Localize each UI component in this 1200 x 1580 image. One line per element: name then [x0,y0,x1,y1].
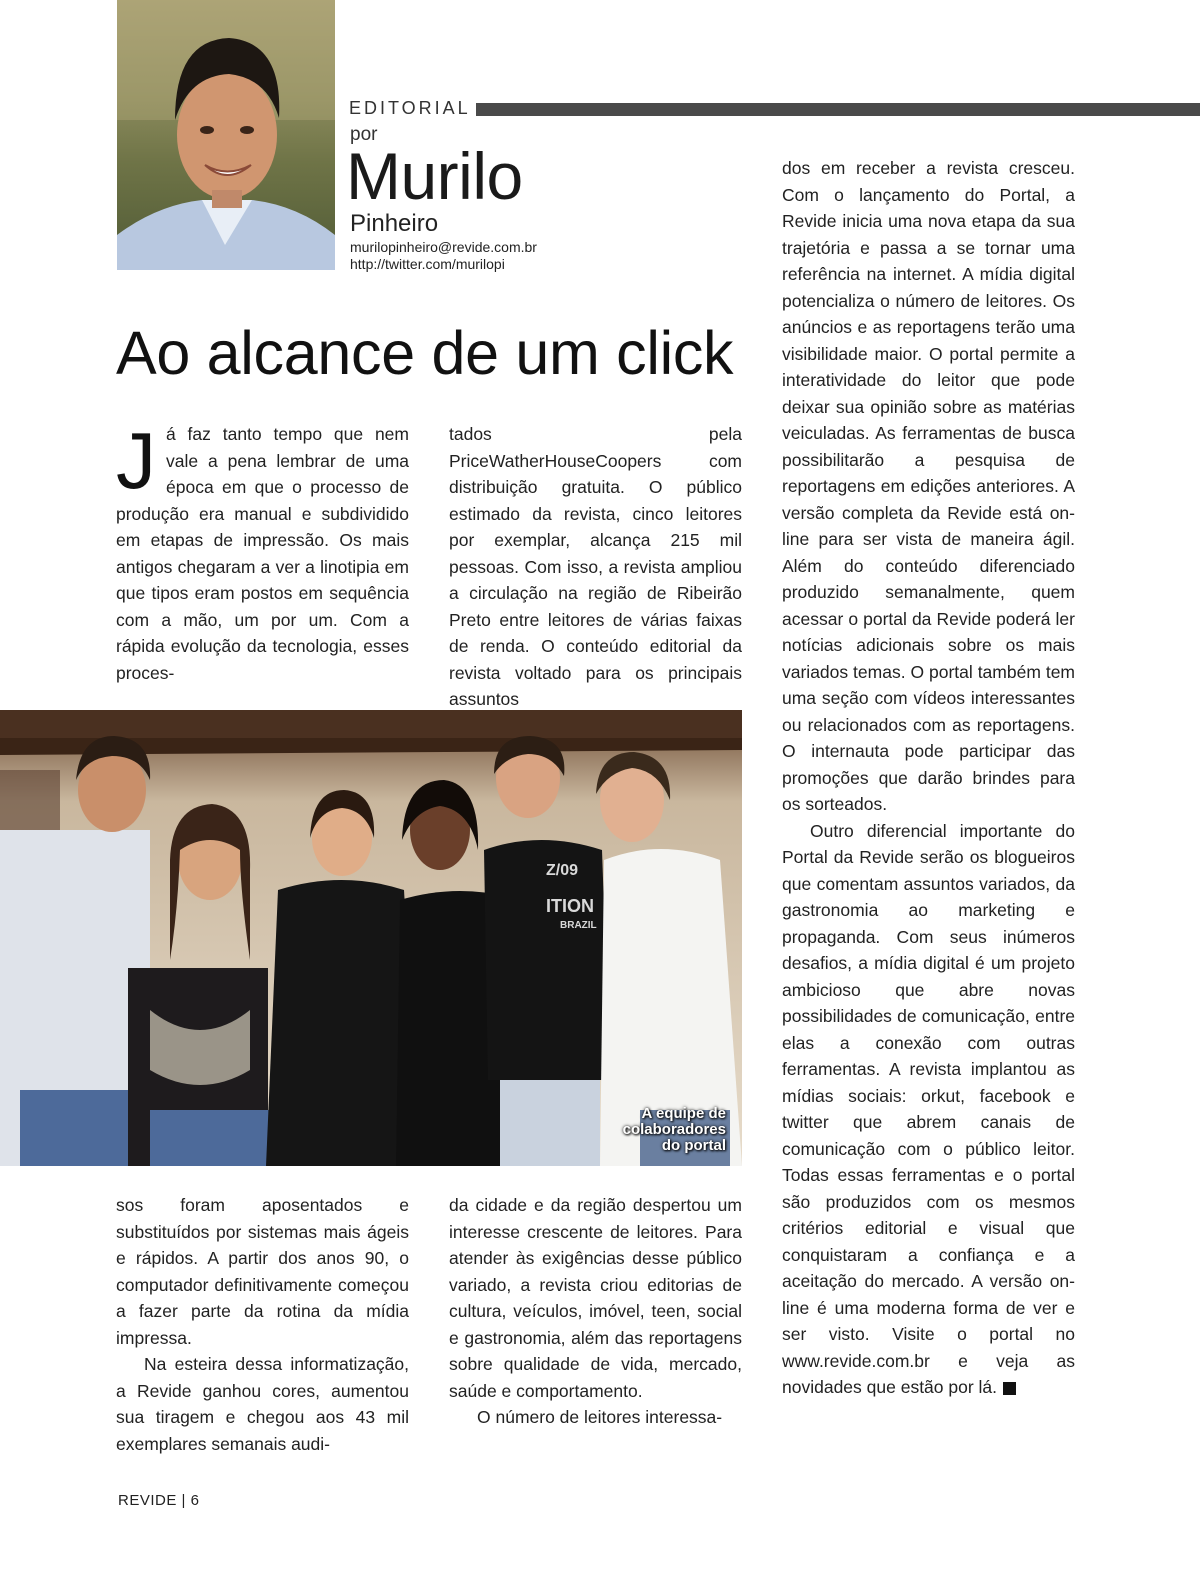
author-first-name: Murilo [346,139,523,213]
footer-separator: | [181,1492,186,1509]
shirt-print-text: ITION [546,896,594,916]
paragraph-text: sos foram aposentados e substituídos por sistemas mais ágeis e rápidos. A partir dos anos 90, o computador definitivamente começou a fazer parte da rotina da mídia impressa. [116,1195,409,1348]
article-column-2-bottom [449,1192,742,1431]
byline-prefix: por [350,124,378,145]
end-of-article-icon: r [1003,1382,1016,1395]
paragraph-text: O número de leitores interessa- [477,1407,723,1427]
section-label: EDITORIAL [349,98,471,118]
paragraph-text: Na esteira dessa informatização, a Revide ganhou cores, aumentou sua tiragem e chegou aos 43 mil exemplares semanais audi- [116,1354,409,1454]
article-headline: Ao alcance de um click [116,319,734,387]
caption-line: do portal [661,1137,726,1154]
article-column-1-top [116,416,409,686]
paragraph-text: á faz tanto tempo que nem vale a pena lembrar de uma época em que o processo de produção era manual e subdividido em etapas de impressão. Os mais antigos chegaram a ver a linotipia em que tipos eram postos em sequência com a mão, um por um. Com a rápida evolução da tecnologia, esses proces- [116,424,409,683]
author-photo [117,0,335,270]
team-photo-illustration [0,710,742,1166]
author-twitter-link[interactable]: http://twitter.com/murilopi [350,256,505,272]
paragraph-text: tados pela PriceWatherHouseCoopers com distribuição gratuita. O público estimado da revista, cinco leitores por exemplar, alcança 215 mil pessoas. Com isso, a revista ampliou a circulação na região de Ribeirão Preto entre leitores de várias faixas de renda. O conteúdo editorial da revista voltado para os principais assuntos [449,424,742,709]
section-rule [476,103,1200,116]
photo-caption [623,1106,726,1154]
team-photo [0,710,742,1166]
caption-line: A equipe de [641,1105,726,1122]
article-column-2-top [449,421,742,713]
page-footer [118,1492,199,1509]
author-email-link[interactable]: murilopinheiro@revide.com.br [350,239,537,255]
drop-cap: J [116,416,156,505]
paragraph-text: dos em receber a revista cresceu. Com o lançamento do Portal, a Revide inicia uma nova etapa da sua trajetória e passa a se tornar uma referência na internet. A mídia digital potencializa o número de leitores. Os anúncios e as reportagens terão uma visibilidade maior. O portal permite a interatividade do leitor que pode deixar sua opinião sobre as matérias veiculadas. As ferramentas de busca possibilitarão a pesquisa de reportagens em edições anteriores. A versão completa da Revide está on-line para ser vista de maneira ágil. Além do conteúdo diferenciado produzido semanalmente, quem acessar o portal da Revide poderá ler notícias adicionais sobre os mais variados temas. O portal também tem uma seção com vídeos interessantes ou relacionados com as reportagens. O internauta pode participar das promoções que darão brindes para os sorteados. [782,158,1075,814]
article-column-3 [782,155,1075,1401]
shirt-print-text: Z/09 [546,862,579,879]
paragraph-text: Outro diferencial importante do Portal da Revide serão os blogueiros que comentam assuntos variados, da gastronomia ao marketing e propaganda. Com seus inúmeros desafios, a mídia digital é um projeto ambicioso que abre novas possibilidades de comunicação, entre elas a conexão com outras ferramentas. A revista implantou as mídias sociais: orkut, facebook e twitter que abrem canais de comunicação com o público leitor. Todas essas ferramentas e o portal são produzidos com os mesmos critérios editorial e visual que conquistaram a confiança e a aceitação do mercado. A versão on-line é uma moderna forma de ver e ser visto. Visite o portal no www.revide.com.br e veja as novidades que estão por lá. [782,820,1075,1397]
shirt-print-text: BRAZIL [560,920,597,931]
paragraph-text: da cidade e da região despertou um interesse crescente de leitores. Para atender às exigências desse público variado, a revista criou editorias de cultura, veículos, imóvel, teen, social e gastronomia, além das reportagens sobre qualidade de vida, mercado, saúde e comportamento. [449,1195,742,1401]
magazine-name: REVIDE [118,1492,177,1509]
article-column-1-bottom [116,1192,409,1457]
page-number: 6 [190,1492,200,1509]
author-portrait-illustration [117,0,335,270]
author-last-name: Pinheiro [350,210,439,237]
caption-line: colaboradores [622,1121,726,1138]
